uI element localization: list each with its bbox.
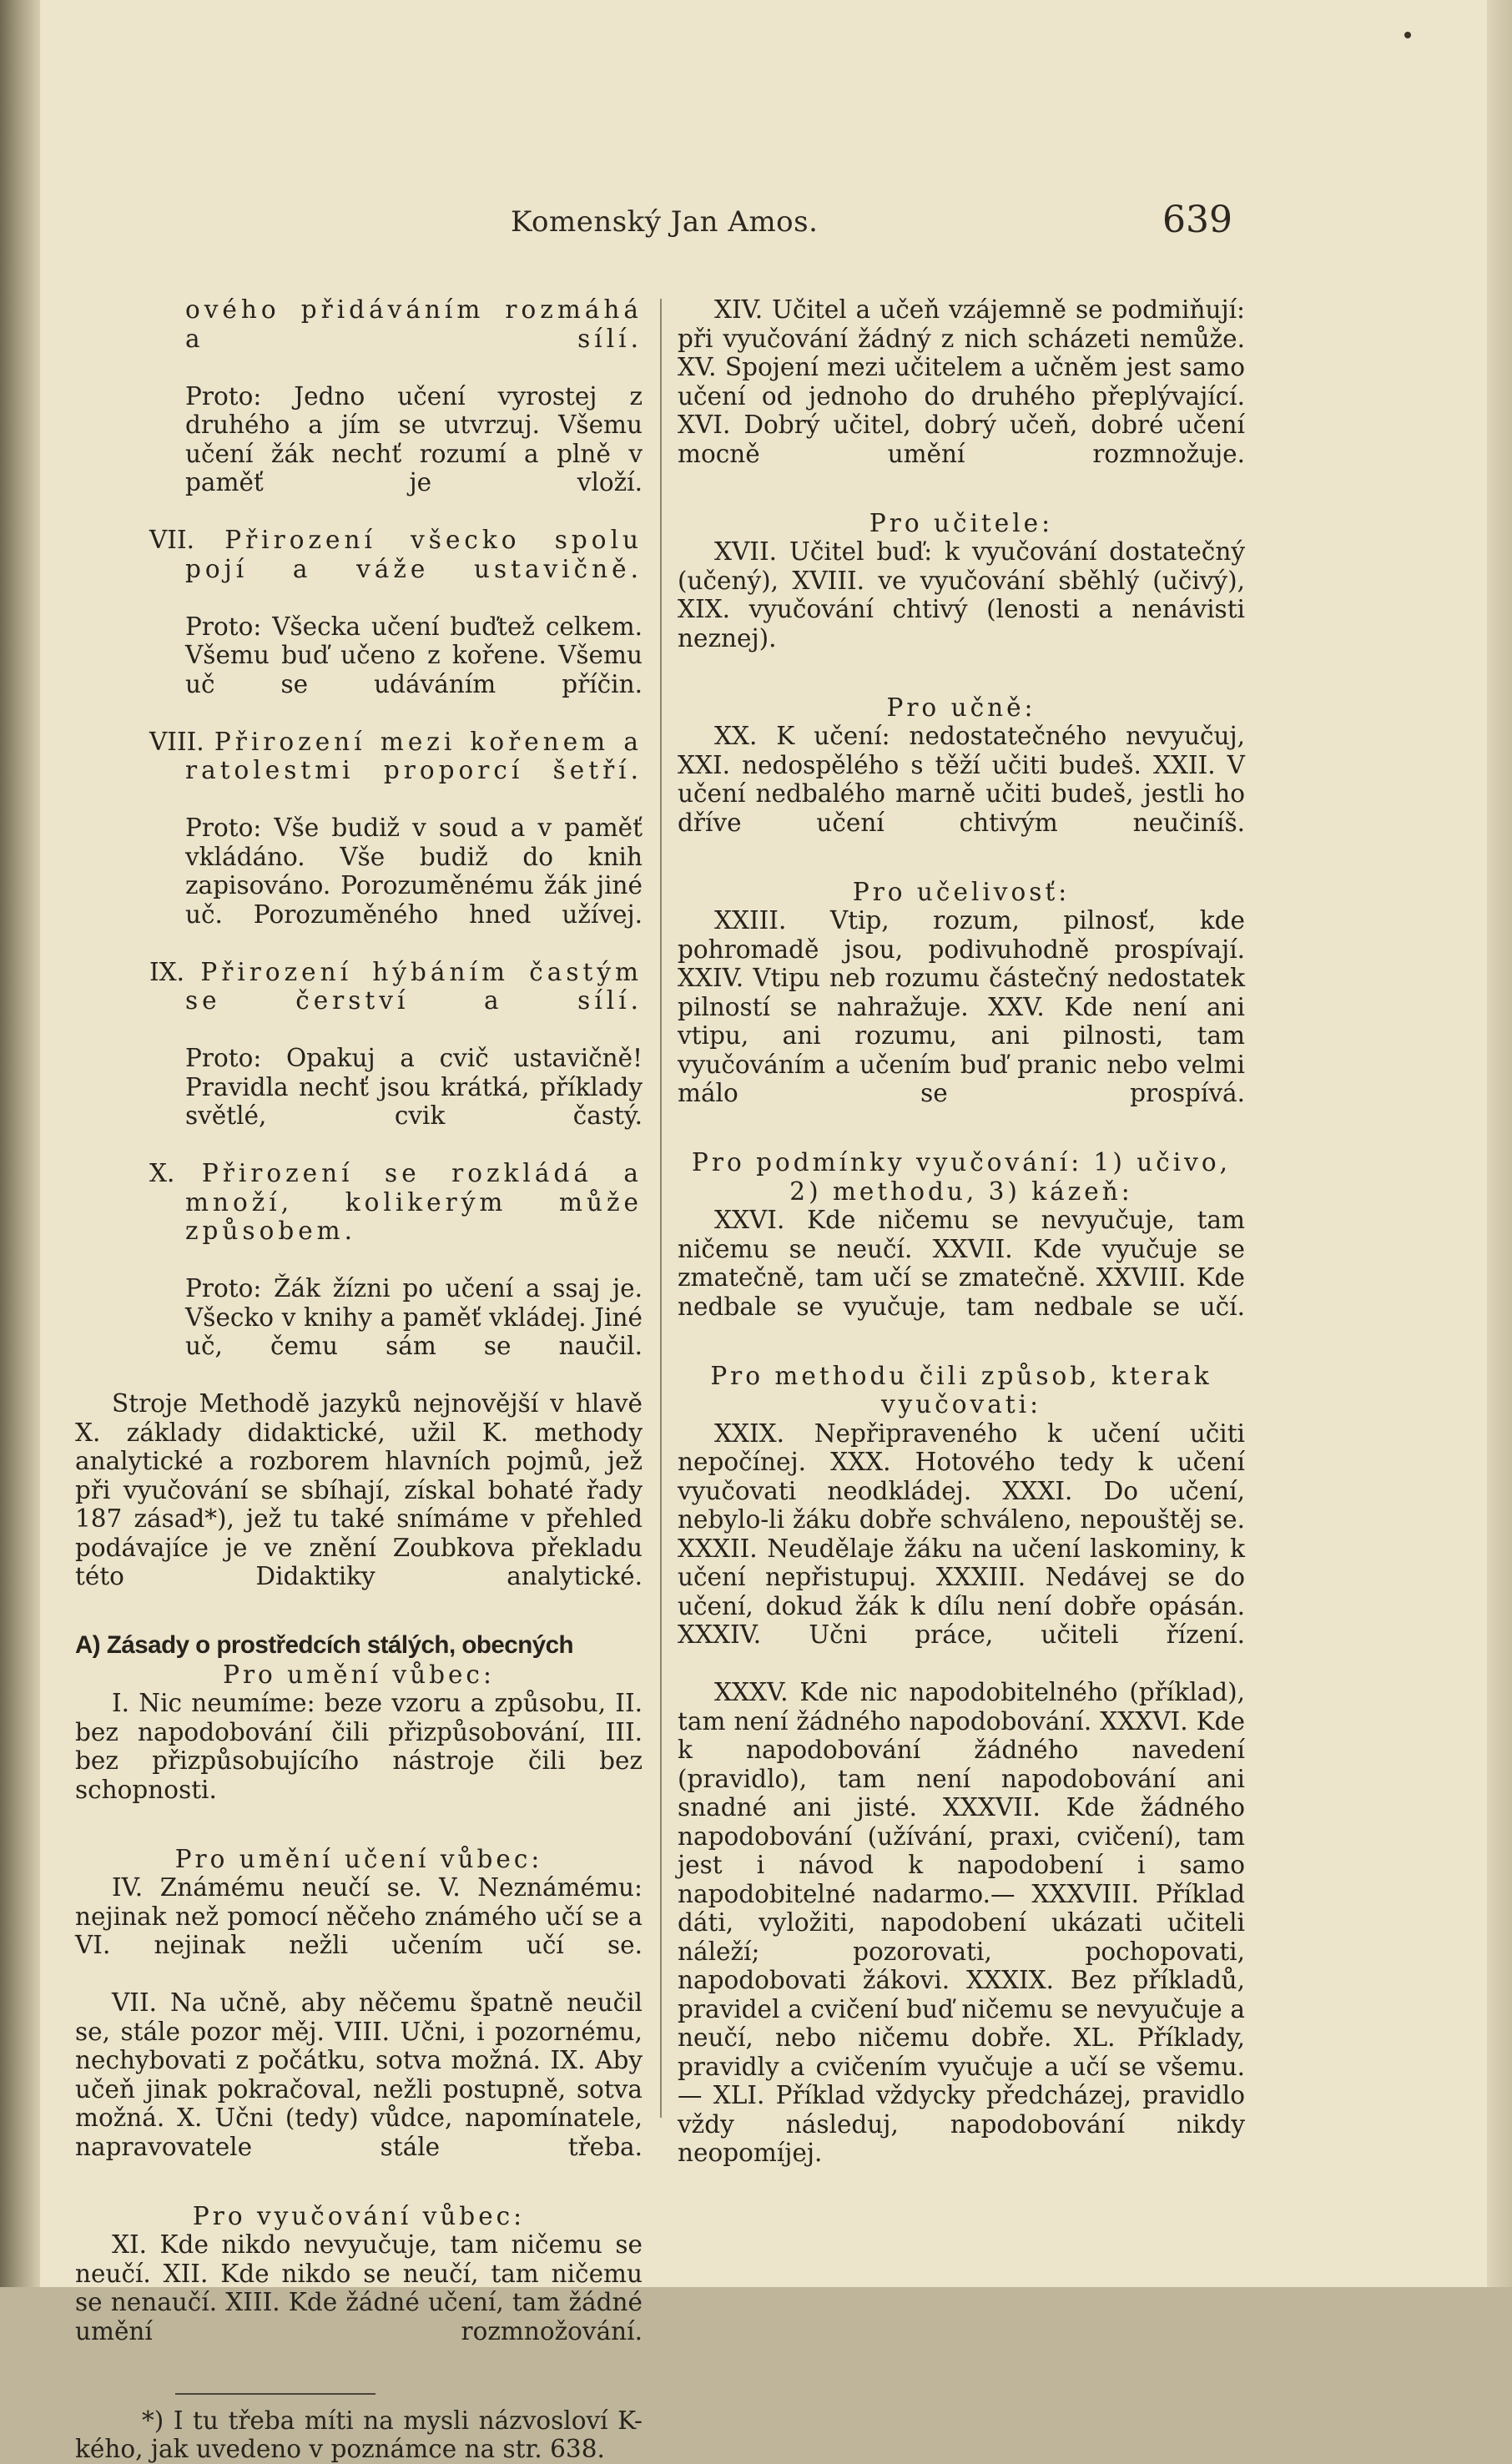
spacer	[75, 1620, 643, 1631]
methodu-text: XXIX. Nepřipraveného k učení učiti nepočínej. XXX. Hotového tedy k učení vyučovati neodkládej. XXXI. Do učení, nebylo-li žáku dobře schváleno, nepouštěj se. XXXII. Neudělaje žáku na učení laskominy, k učení nepřistupuj. XXXIII. Nedávej se do učení, dokud žák k dílu není dobře opásán. XXXIV. Učni práce, učiteli řízení.	[678, 1418, 1245, 1649]
subheading-vyucovani: Pro vyučování vůbec:	[192, 2201, 526, 2230]
proto-paragraph: Proto: Jedno učení vyrostej z druhého a jím se utvrzuj. Všemu učení žák nechť rozumí a plně v paměť je vloží.	[185, 381, 643, 496]
principle-x	[75, 1159, 643, 1274]
principle-number: IX.	[149, 957, 185, 986]
umeni-text: I. Nic neumíme: beze vzoru a způsobu, II. bez napodobování čili přizpůsobování, III. bez přizpůsobujícího nástroje čili bez schopnosti.	[75, 1689, 643, 1804]
principle-title: Přirození mezi kořenem a ratolestmi proporcí šetří.	[185, 727, 643, 784]
page-speck	[1404, 32, 1411, 38]
umeni-uceni-text-2: VII. Na učně, aby něčemu špatně neučil se, stále pozor měj. VIII. Učni, i pozornému, nechybovati z počátku, sotva možná. IX. Aby učeň jinak pokračoval, nežli postupně, sotva možná. X. Učni (tedy) vůdce, napomínatele, napravovatele stále třeba.	[75, 1988, 643, 2161]
principle-title: Přirození všecko spolu pojí a váže ustavičně.	[185, 526, 643, 583]
vyucovani-text: XI. Kde nikdo nevyučuje, tam ničemu se neučí. XII. Kde nikdo se neučí, tam ničemu se nenaučí. XIII. Kde žádné učení, tam žádné umění rozmnožování.	[75, 2230, 643, 2346]
spacer	[678, 1136, 1245, 1148]
column-divider	[660, 299, 662, 2118]
principle-viii	[75, 728, 643, 814]
subheading-podminky: Pro podmínky vyučování: 1) učivo, 2) methodu, 3) kázeň:	[692, 1148, 1231, 1206]
principle-ix-text: Proto: Opakuj a cvič ustavičně! Pravidla nechť jsou krátká, příklady světlé, cvik častý.	[185, 1044, 643, 1130]
teacher-pupil-paragraph: XIV. Učitel a učeň vzájemně se podmiňují: při vyučování žádný z nich scházeti nemůže. XV. Spojení mezi učitelem a učněm jest samo učení od jednoho do druhého přeplývající. XVI. Dobrý učitel, dobrý učeň, dobré učení mocně umění rozmnožuje.	[678, 295, 1245, 468]
principle-number: VII.	[149, 526, 194, 554]
principle-title: Přirození hýbáním častým se čerství a sílí.	[185, 957, 643, 1015]
spacer	[75, 2190, 643, 2202]
book-spine-shadow	[0, 0, 40, 2287]
methodu-text-2: XXXV. Kde nic napodobitelného (příklad), tam není žádného napodobování. XXXVI. Kde k napodobování žádného navedení (pravidlo), tam není napodobování ani snadné ani jisté. XXXVII. Kde žádného napodobování (užívání, praxi, cvičení), tam jest i návod k napodobení i samo napodobitelné nadarmo.— XXXVIII. Příklad dáti, vyložiti, napodobení ukázati učiteli náleží; pozorovati, pochopovati, napodobovati žákovi. XXXIX. Bez příkladů, pravidel a cvičení buď ničemu se nevyučuje a neučí, nebo ničemu dobře. XL. Příklady, pravidly a cvičením vyučuje a učí se všemu. — XLI. Příklad vždycky předcházej, pravidlo vždy následuj, napodobování nikdy neopomíjej.	[678, 1678, 1245, 2167]
page-edge	[1487, 0, 1512, 2287]
principle-vii	[75, 526, 643, 612]
spacer	[678, 497, 1245, 509]
running-title: Komenský Jan Amos.	[511, 205, 819, 239]
principle-x-text: Proto: Žák žízni po učení a ssaj je. Všecko v knihy a paměť vkládej. Jiné uč, čemu sám se naučil.	[185, 1274, 643, 1360]
principle-vii-text: Proto: Všecka učení buďtež celkem. Všemu buď učeno z kořene. Všemu uč se udáváním příčin.	[185, 612, 643, 698]
ucne-text: XX. K učení: nedostatečného nevyučuj, XXI. nedospělého s těží učiti budeš. XXII. V učení nedbalého marně učiti budeš, jestli ho dříve učení chtivým neučiníš.	[678, 722, 1245, 837]
section-heading: A) Zásady o prostředcích stálých, obecných	[75, 1631, 574, 1659]
subheading-ucne: Pro učně:	[886, 693, 1036, 722]
right-column	[678, 295, 1245, 2168]
umeni-uceni-text: IV. Známému neučí se. V. Neznámému: nejinak než pomocí něčeho známého učí se a VI. nejinak nežli učením učí se.	[75, 1873, 643, 1959]
left-column	[75, 295, 643, 2464]
intro-paragraph: Stroje Methodě jazyků nejnovější v hlavě X. základy didaktické, užil K. methody analytické a rozborem hlavních pojmů, jež při vyučování se sbíhají, získal bohaté řady 187 zásad*), jež tu také snímáme v přehled podávajíce je ve znění Zoubkova překladu této Didaktiky analytické.	[75, 1389, 643, 1590]
subheading-ucelivost: Pro učelivosť:	[852, 877, 1071, 906]
continued-text: ového přidáváním rozmáhá a sílí.	[185, 295, 643, 353]
footnote-rule	[175, 2393, 375, 2395]
subheading-umeni-uceni: Pro umění učení vůbec:	[174, 1844, 543, 1873]
principle-number: VIII.	[149, 727, 204, 756]
footnote: *) I tu třeba míti na mysli názvosloví K-kého, jak uvedeno v poznámce na str. 638.	[75, 2406, 643, 2463]
ucitele-text: XVII. Učitel buď: k vyučování dostatečný (učený), XVIII. ve vyučování sběhlý (učivý), XIX. vyučování chtivý (lenosti a nenávisti neznej).	[678, 537, 1245, 653]
ucelivost-text: XXIII. Vtip, rozum, pilnosť, kde pohromadě jsou, podivuhodně prospívají. XXIV. Vtipu neb rozumu částečný nedostatek pilností se nahražuje. XXV. Kde není ani vtipu, ani rozumu, ani pilnosti, tam vyučováním a učením buď pranic nebo velmi málo se prospívá.	[678, 906, 1245, 1107]
principle-ix	[75, 958, 643, 1045]
subheading-ucitele: Pro učitele:	[869, 508, 1054, 537]
spacer	[75, 1833, 643, 1845]
principle-number: X.	[149, 1159, 175, 1187]
spacer	[678, 682, 1245, 693]
principle-title: Přirození se rozkládá a množí, kolikerým může způsobem.	[185, 1159, 643, 1245]
podminky-text: XXVI. Kde ničemu se nevyučuje, tam ničemu se neučí. XXVII. Kde vyučuje se zmatečně, tam učí se zmatečně. XXVIII. Kde nedbale se vyučuje, tam nedbale se učí.	[678, 1206, 1245, 1321]
page-number: 639	[1162, 199, 1232, 241]
subheading-methodu: Pro methodu čili způsob, kterak vyučovati:	[710, 1361, 1212, 1418]
subheading-umeni: Pro umění vůbec:	[223, 1660, 495, 1689]
spacer	[678, 866, 1245, 878]
principle-viii-text: Proto: Vše budiž v soud a v paměť vkládáno. Vše budiž do knih zapisováno. Porozuměnému žák jiné uč. Porozuměného hned užívej.	[185, 814, 643, 929]
running-head	[0, 199, 1512, 249]
spacer	[678, 1350, 1245, 1362]
